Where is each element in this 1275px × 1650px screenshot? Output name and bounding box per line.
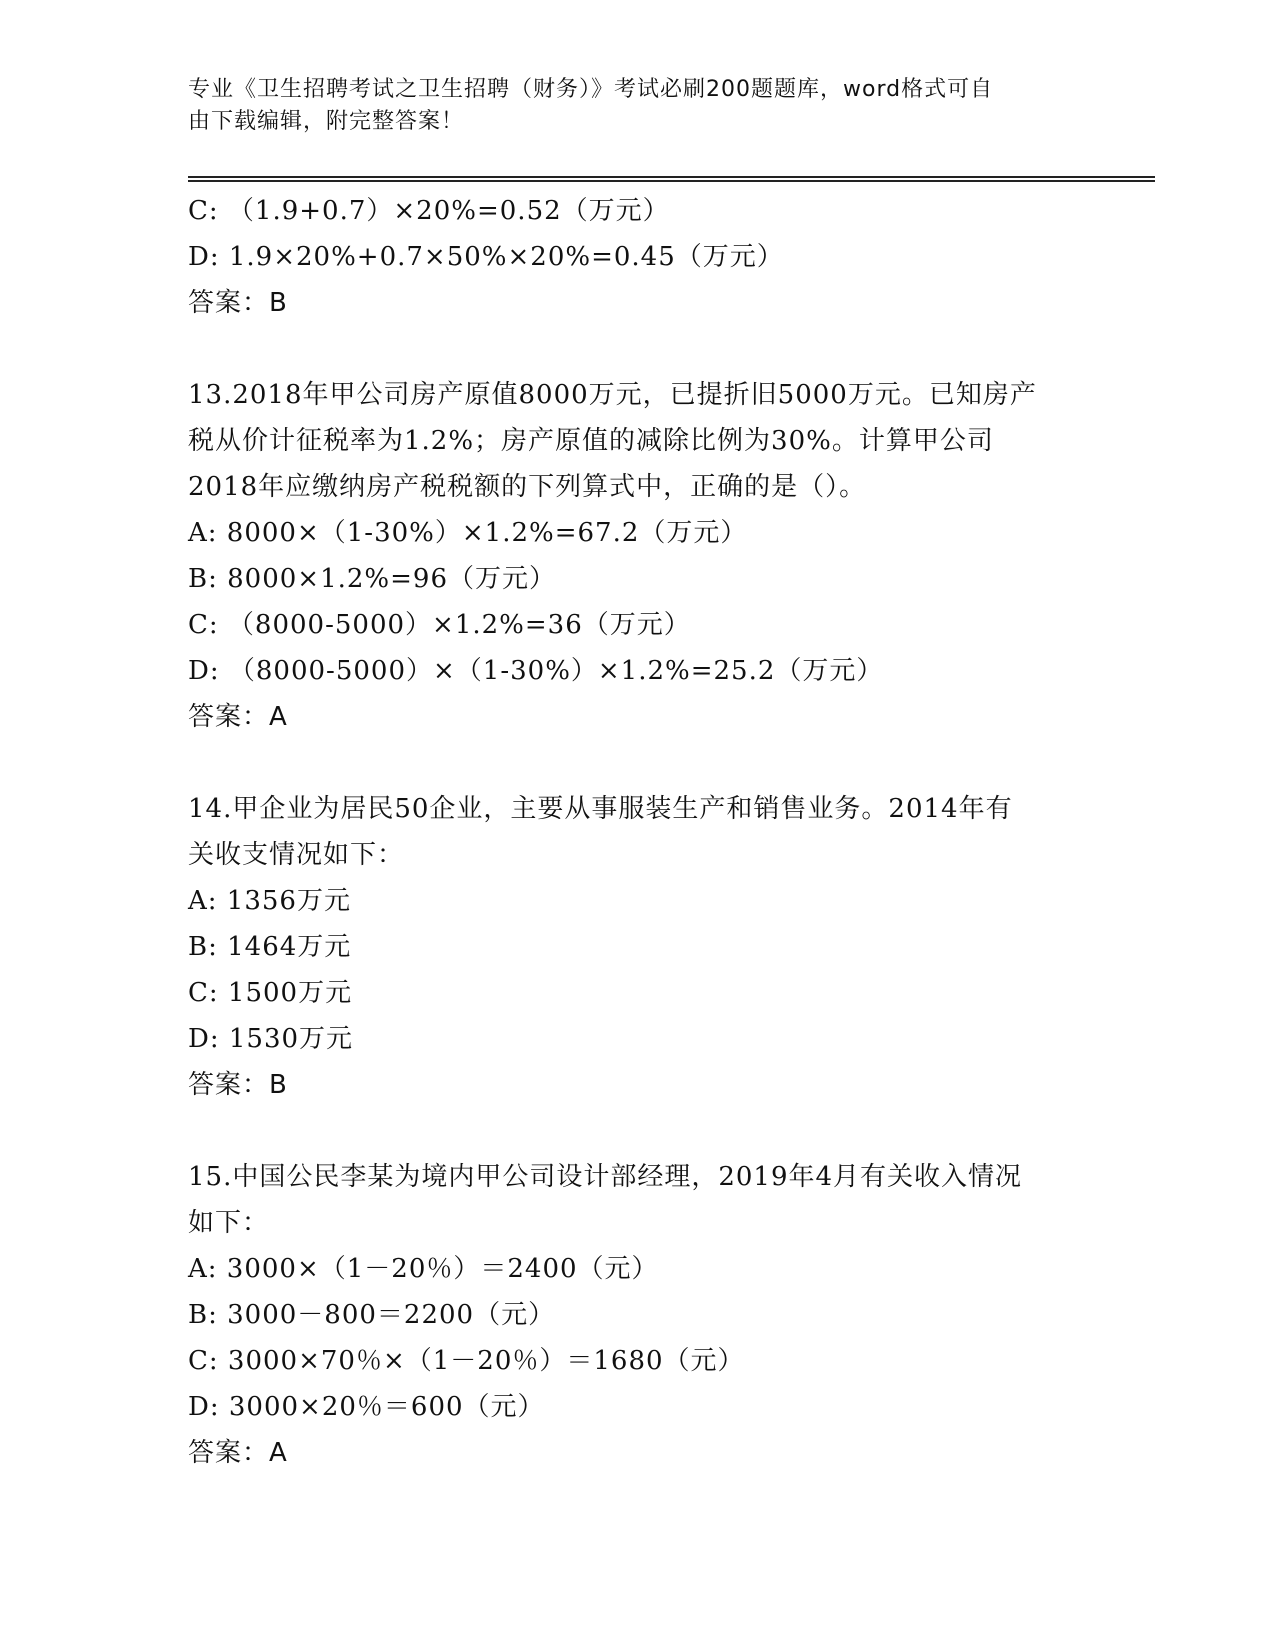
option-d: D: 3000×20％＝600（元） bbox=[188, 1392, 545, 1422]
option-a: A: 8000×（1-30%）×1.2%=67.2（万元） bbox=[188, 518, 748, 548]
question-stem-line: 税从价计征税率为1.2%；房产原值的减除比例为30%。计算甲公司 bbox=[188, 426, 994, 456]
question-14 bbox=[188, 786, 1088, 1108]
question-13 bbox=[188, 372, 1088, 740]
spacer bbox=[188, 740, 1088, 786]
answer-line: 答案：A bbox=[188, 1438, 288, 1468]
spacer bbox=[188, 1108, 1088, 1154]
option-b: B: 3000－800＝2200（元） bbox=[188, 1300, 556, 1330]
question-stem-line: 如下： bbox=[188, 1208, 270, 1238]
option-d: D: （8000-5000）×（1-30%）×1.2%=25.2（万元） bbox=[188, 656, 884, 686]
document-body bbox=[188, 188, 1088, 1476]
option-c: C: （1.9+0.7）×20%=0.52（万元） bbox=[188, 196, 670, 226]
option-b: B: 1464万元 bbox=[188, 932, 352, 962]
spacer bbox=[188, 326, 1088, 372]
header-line-1: 专业《卫生招聘考试之卫生招聘（财务）》考试必刷200题题库，word格式可自 bbox=[188, 77, 994, 102]
option-d: D: 1530万元 bbox=[188, 1024, 354, 1054]
answer-line: 答案：B bbox=[188, 1070, 288, 1100]
header-divider bbox=[188, 176, 1155, 182]
question-stem-line: 关收支情况如下： bbox=[188, 840, 405, 870]
option-a: A: 1356万元 bbox=[188, 886, 351, 916]
question-stem-line: 2018年应缴纳房产税税额的下列算式中，正确的是（）。 bbox=[188, 472, 867, 502]
answer-line: 答案：A bbox=[188, 702, 288, 732]
option-c: C: 3000×70％×（1－20％）＝1680（元） bbox=[188, 1346, 745, 1376]
document-header bbox=[188, 74, 1068, 138]
option-a: A: 3000×（1－20％）＝2400（元） bbox=[188, 1254, 659, 1284]
question-stem-line: 14.甲企业为居民50企业，主要从事服装生产和销售业务。2014年有 bbox=[188, 794, 1013, 824]
option-c: C: 1500万元 bbox=[188, 978, 353, 1008]
option-b: B: 8000×1.2%=96（万元） bbox=[188, 564, 557, 594]
question-15 bbox=[188, 1154, 1088, 1476]
header-line-2: 由下载编辑，附完整答案！ bbox=[188, 109, 465, 134]
option-c: C: （8000-5000）×1.2%=36（万元） bbox=[188, 610, 691, 640]
question-12-fragment bbox=[188, 188, 1088, 326]
question-stem-line: 15.中国公民李某为境内甲公司设计部经理，2019年4月有关收入情况 bbox=[188, 1162, 1023, 1192]
answer-line: 答案：B bbox=[188, 288, 288, 318]
question-stem-line: 13.2018年甲公司房产原值8000万元，已提折旧5000万元。已知房产 bbox=[188, 380, 1037, 410]
option-d: D: 1.9×20%+0.7×50%×20%=0.45（万元） bbox=[188, 242, 784, 272]
